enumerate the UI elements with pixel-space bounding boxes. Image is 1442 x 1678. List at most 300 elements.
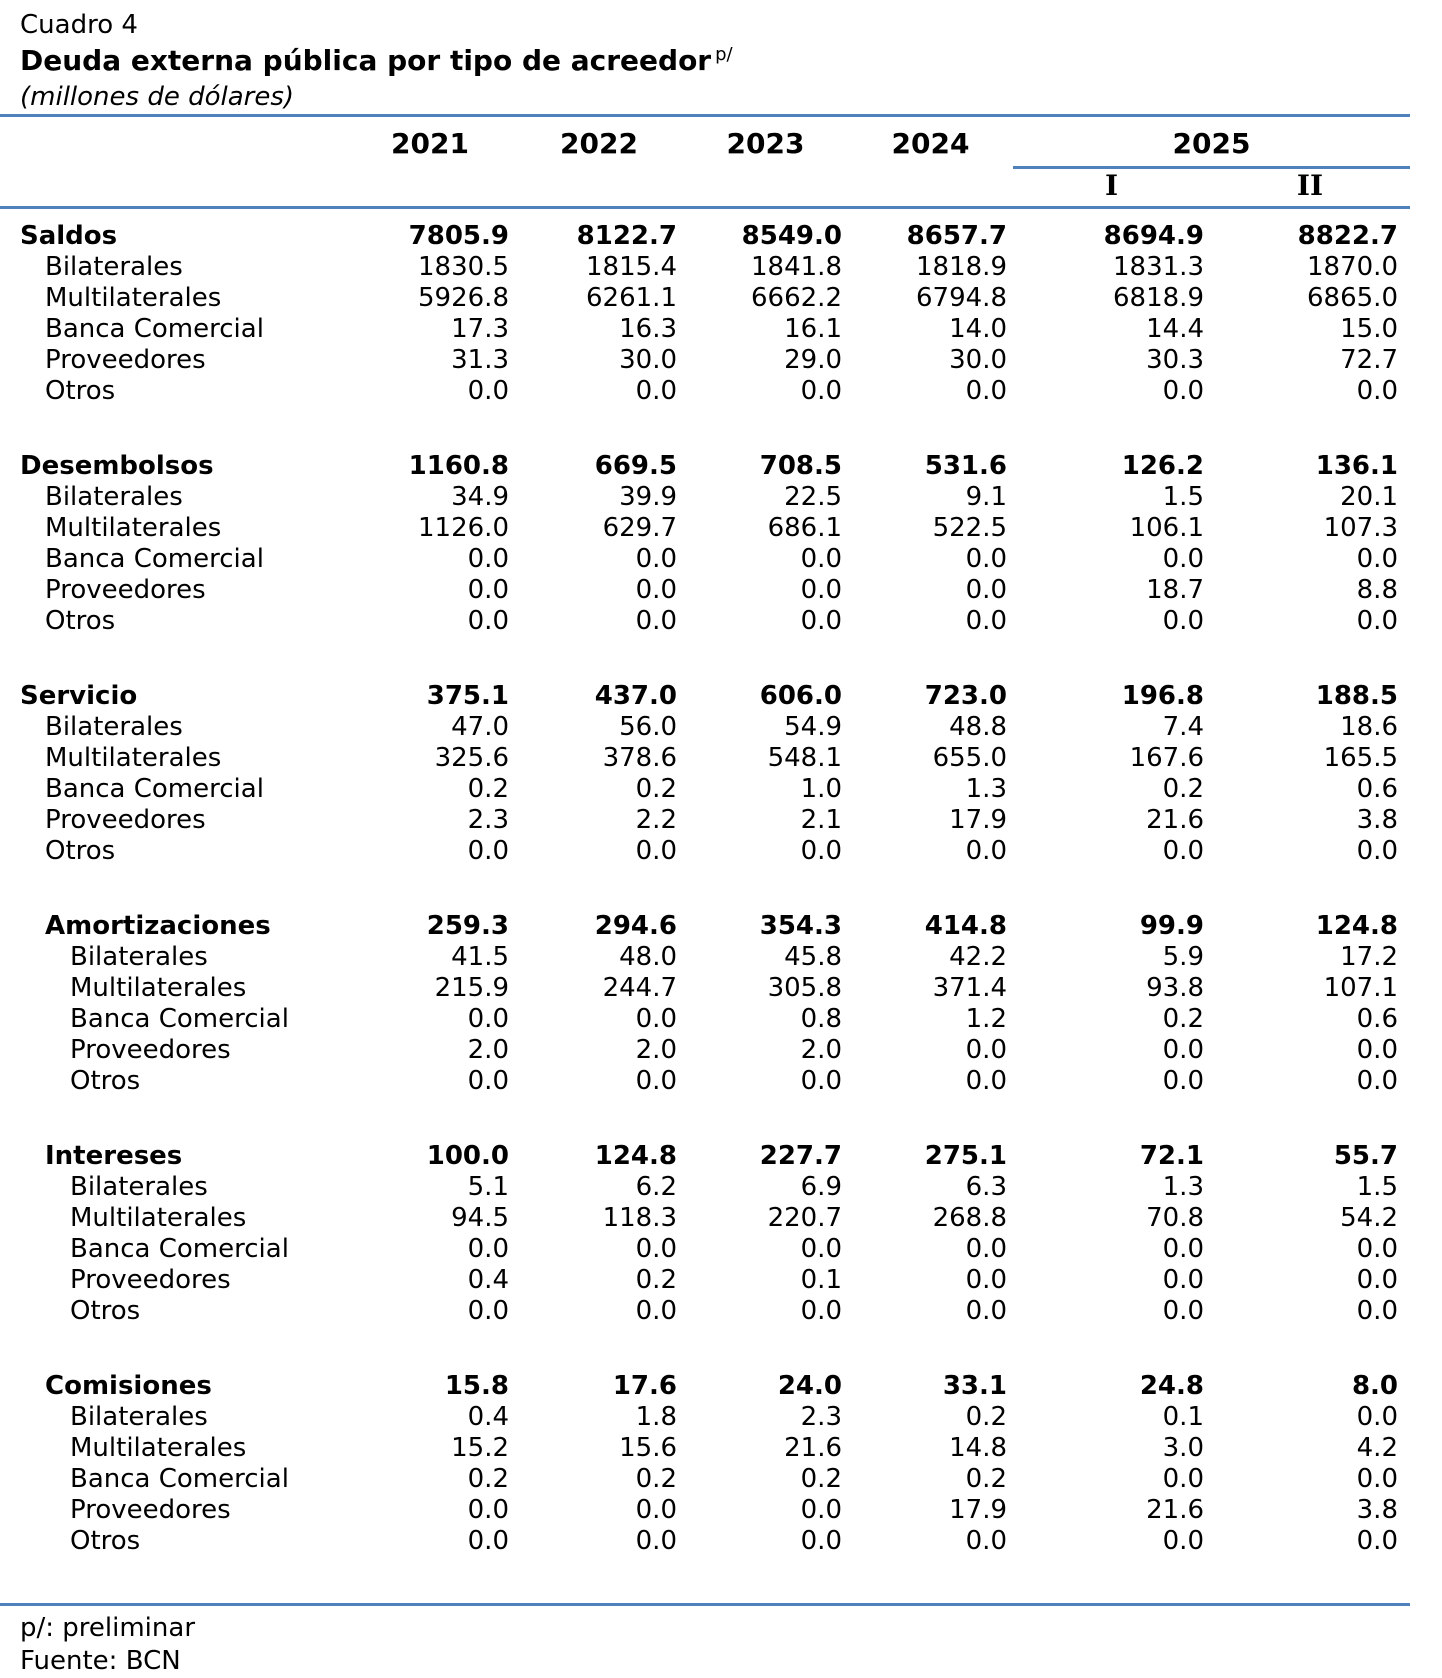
value-cell: 629.7 bbox=[602, 513, 677, 543]
value-cell: 0.4 bbox=[467, 1265, 509, 1295]
value-cell: 0.0 bbox=[635, 575, 677, 605]
value-cell: 606.0 bbox=[759, 681, 842, 711]
value-cell: 31.3 bbox=[451, 345, 509, 375]
value-cell: 531.6 bbox=[924, 451, 1007, 481]
table-row bbox=[0, 774, 1410, 805]
value-cell: 1.2 bbox=[965, 1004, 1007, 1034]
section-label: Saldos bbox=[20, 221, 118, 251]
value-cell: 0.2 bbox=[467, 1464, 509, 1494]
section-header-row bbox=[0, 1371, 1410, 1402]
year-group-2025: 2025 bbox=[1013, 117, 1410, 169]
value-cell: 136.1 bbox=[1315, 451, 1398, 481]
table-row bbox=[0, 345, 1410, 376]
value-cell: 0.2 bbox=[467, 774, 509, 804]
value-cell: 0.0 bbox=[635, 1234, 677, 1264]
year-cell-2021: 2021 bbox=[391, 127, 469, 160]
value-cell: 1126.0 bbox=[418, 513, 509, 543]
value-cell: 18.7 bbox=[1146, 575, 1204, 605]
table-row bbox=[0, 1464, 1410, 1495]
value-cell: 0.6 bbox=[1356, 774, 1398, 804]
value-cell: 47.0 bbox=[451, 712, 509, 742]
value-cell: 1.3 bbox=[965, 774, 1007, 804]
value-cell: 6662.2 bbox=[751, 283, 842, 313]
value-cell: 0.0 bbox=[467, 1234, 509, 1264]
value-cell: 0.0 bbox=[467, 1004, 509, 1034]
subcol-I: I bbox=[1104, 169, 1119, 202]
page-title-text: Deuda externa pública por tipo de acreedor bbox=[20, 44, 712, 77]
value-cell: 107.3 bbox=[1323, 513, 1398, 543]
value-cell: 54.9 bbox=[784, 712, 842, 742]
value-cell: 0.0 bbox=[800, 1234, 842, 1264]
footer bbox=[0, 1606, 1410, 1678]
value-cell: 1160.8 bbox=[408, 451, 509, 481]
value-cell: 2.0 bbox=[800, 1035, 842, 1065]
value-cell: 0.0 bbox=[800, 836, 842, 866]
value-cell: 17.9 bbox=[949, 805, 1007, 835]
value-cell: 0.0 bbox=[965, 1035, 1007, 1065]
value-cell: 5.1 bbox=[467, 1172, 509, 1202]
value-cell: 0.0 bbox=[800, 544, 842, 574]
value-cell: 0.0 bbox=[635, 606, 677, 636]
value-cell: 0.8 bbox=[800, 1004, 842, 1034]
table-row bbox=[0, 1035, 1410, 1066]
value-cell: 39.9 bbox=[619, 482, 677, 512]
table-section bbox=[0, 911, 1410, 1097]
value-cell: 215.9 bbox=[434, 973, 509, 1003]
value-cell: 17.6 bbox=[612, 1371, 677, 1401]
value-cell: 6865.0 bbox=[1307, 283, 1398, 313]
value-cell: 2.0 bbox=[467, 1035, 509, 1065]
value-cell: 17.9 bbox=[949, 1495, 1007, 1525]
value-cell: 15.2 bbox=[451, 1433, 509, 1463]
value-cell: 0.0 bbox=[467, 544, 509, 574]
value-cell: 1.0 bbox=[800, 774, 842, 804]
row-label: Proveedores bbox=[45, 575, 206, 605]
value-cell: 16.3 bbox=[619, 314, 677, 344]
value-cell: 0.0 bbox=[965, 575, 1007, 605]
table-row bbox=[0, 544, 1410, 575]
value-cell: 0.0 bbox=[635, 376, 677, 406]
value-cell: 30.0 bbox=[949, 345, 1007, 375]
section-label: Amortizaciones bbox=[45, 911, 271, 941]
value-cell: 325.6 bbox=[434, 743, 509, 773]
value-cell: 1841.8 bbox=[751, 252, 842, 282]
value-cell: 6818.9 bbox=[1113, 283, 1204, 313]
value-cell: 0.0 bbox=[467, 575, 509, 605]
value-cell: 378.6 bbox=[602, 743, 677, 773]
value-cell: 723.0 bbox=[924, 681, 1007, 711]
value-cell: 0.0 bbox=[965, 1265, 1007, 1295]
value-cell: 0.0 bbox=[1162, 1296, 1204, 1326]
value-cell: 21.6 bbox=[784, 1433, 842, 1463]
subcol-II: II bbox=[1296, 169, 1324, 202]
value-cell: 0.0 bbox=[965, 836, 1007, 866]
value-cell: 686.1 bbox=[767, 513, 842, 543]
value-cell: 708.5 bbox=[759, 451, 842, 481]
value-cell: 0.2 bbox=[635, 774, 677, 804]
value-cell: 15.0 bbox=[1340, 314, 1398, 344]
value-cell: 8657.7 bbox=[906, 221, 1007, 251]
value-cell: 244.7 bbox=[602, 973, 677, 1003]
value-cell: 0.0 bbox=[635, 1526, 677, 1556]
value-cell: 0.0 bbox=[1356, 1526, 1398, 1556]
value-cell: 268.8 bbox=[932, 1203, 1007, 1233]
value-cell: 371.4 bbox=[932, 973, 1007, 1003]
row-label: Proveedores bbox=[45, 805, 206, 835]
value-cell: 93.8 bbox=[1146, 973, 1204, 1003]
table-row bbox=[0, 482, 1410, 513]
value-cell: 8.8 bbox=[1356, 575, 1398, 605]
value-cell: 30.3 bbox=[1146, 345, 1204, 375]
table-row bbox=[0, 376, 1410, 407]
value-cell: 41.5 bbox=[451, 942, 509, 972]
table-row bbox=[0, 1526, 1410, 1557]
year-cell-2023: 2023 bbox=[726, 127, 805, 160]
table bbox=[0, 117, 1410, 1678]
value-cell: 0.0 bbox=[1356, 1464, 1398, 1494]
table-section bbox=[0, 681, 1410, 867]
table-row bbox=[0, 1495, 1410, 1526]
row-label: Bilaterales bbox=[70, 1402, 208, 1432]
header-spacer bbox=[0, 169, 1013, 207]
value-cell: 20.1 bbox=[1340, 482, 1398, 512]
value-cell: 0.0 bbox=[1356, 836, 1398, 866]
value-cell: 94.5 bbox=[451, 1203, 509, 1233]
title-superscript: p/ bbox=[715, 43, 733, 65]
row-label: Otros bbox=[45, 606, 116, 636]
value-cell: 0.0 bbox=[965, 544, 1007, 574]
row-label: Proveedores bbox=[45, 345, 206, 375]
value-cell: 0.0 bbox=[1162, 1035, 1204, 1065]
value-cell: 0.0 bbox=[635, 1004, 677, 1034]
value-cell: 0.0 bbox=[800, 1526, 842, 1556]
value-cell: 16.1 bbox=[784, 314, 842, 344]
value-cell: 0.0 bbox=[1162, 1066, 1204, 1096]
value-cell: 0.0 bbox=[635, 1296, 677, 1326]
value-cell: 48.8 bbox=[949, 712, 1007, 742]
value-cell: 14.4 bbox=[1146, 314, 1204, 344]
value-cell: 375.1 bbox=[426, 681, 509, 711]
value-cell: 0.0 bbox=[635, 1495, 677, 1525]
value-cell: 1830.5 bbox=[418, 252, 509, 282]
value-cell: 0.0 bbox=[1162, 606, 1204, 636]
table-row bbox=[0, 836, 1410, 867]
table-row bbox=[0, 712, 1410, 743]
value-cell: 118.3 bbox=[602, 1203, 677, 1233]
value-cell: 55.7 bbox=[1333, 1141, 1398, 1171]
value-cell: 0.0 bbox=[800, 606, 842, 636]
value-cell: 669.5 bbox=[594, 451, 677, 481]
value-cell: 6.9 bbox=[800, 1172, 842, 1202]
year-cell-2022: 2022 bbox=[560, 127, 638, 160]
value-cell: 21.6 bbox=[1146, 805, 1204, 835]
section-label: Intereses bbox=[45, 1141, 183, 1171]
title-block bbox=[0, 8, 1442, 114]
row-label: Bilaterales bbox=[45, 252, 183, 282]
value-cell: 24.0 bbox=[777, 1371, 842, 1401]
value-cell: 30.0 bbox=[619, 345, 677, 375]
value-cell: 220.7 bbox=[767, 1203, 842, 1233]
row-label: Otros bbox=[45, 376, 116, 406]
table-row bbox=[0, 606, 1410, 637]
value-cell: 0.0 bbox=[965, 1234, 1007, 1264]
year-header-row bbox=[0, 117, 1410, 169]
value-cell: 548.1 bbox=[767, 743, 842, 773]
value-cell: 0.0 bbox=[467, 1066, 509, 1096]
value-cell: 0.6 bbox=[1356, 1004, 1398, 1034]
value-cell: 0.2 bbox=[965, 1464, 1007, 1494]
footnote: p/: preliminar bbox=[20, 1613, 196, 1643]
table-section bbox=[0, 451, 1410, 637]
value-cell: 0.0 bbox=[1356, 1296, 1398, 1326]
row-label: Banca Comercial bbox=[45, 774, 264, 804]
value-cell: 5.9 bbox=[1162, 942, 1204, 972]
row-label: Proveedores bbox=[70, 1495, 231, 1525]
value-cell: 48.0 bbox=[619, 942, 677, 972]
table-row bbox=[0, 743, 1410, 774]
value-cell: 0.0 bbox=[1356, 544, 1398, 574]
value-cell: 188.5 bbox=[1315, 681, 1398, 711]
table-body bbox=[0, 209, 1410, 1557]
value-cell: 70.8 bbox=[1146, 1203, 1204, 1233]
row-label: Multilaterales bbox=[70, 973, 247, 1003]
row-label: Otros bbox=[70, 1066, 141, 1096]
value-cell: 0.0 bbox=[965, 1526, 1007, 1556]
value-cell: 0.0 bbox=[1162, 1526, 1204, 1556]
value-cell: 0.0 bbox=[800, 575, 842, 605]
value-cell: 15.6 bbox=[619, 1433, 677, 1463]
value-cell: 0.0 bbox=[467, 1526, 509, 1556]
value-cell: 0.2 bbox=[1162, 1004, 1204, 1034]
value-cell: 275.1 bbox=[924, 1141, 1007, 1171]
row-label: Multilaterales bbox=[45, 513, 222, 543]
section-label: Servicio bbox=[20, 681, 138, 711]
value-cell: 0.2 bbox=[635, 1464, 677, 1494]
value-cell: 7.4 bbox=[1162, 712, 1204, 742]
value-cell: 0.0 bbox=[965, 1066, 1007, 1096]
value-cell: 354.3 bbox=[759, 911, 842, 941]
value-cell: 0.0 bbox=[800, 376, 842, 406]
value-cell: 0.1 bbox=[800, 1265, 842, 1295]
value-cell: 45.8 bbox=[784, 942, 842, 972]
value-cell: 0.0 bbox=[1162, 1265, 1204, 1295]
value-cell: 1.3 bbox=[1162, 1172, 1204, 1202]
value-cell: 6261.1 bbox=[586, 283, 677, 313]
value-cell: 259.3 bbox=[426, 911, 509, 941]
section-label: Desembolsos bbox=[20, 451, 214, 481]
value-cell: 0.0 bbox=[635, 836, 677, 866]
header-spacer bbox=[0, 117, 345, 169]
row-label: Bilaterales bbox=[70, 942, 208, 972]
value-cell: 0.0 bbox=[965, 376, 1007, 406]
value-cell: 124.8 bbox=[594, 1141, 677, 1171]
table-row bbox=[0, 1296, 1410, 1327]
value-cell: 0.2 bbox=[635, 1265, 677, 1295]
section-header-row bbox=[0, 1141, 1410, 1172]
row-label: Multilaterales bbox=[70, 1203, 247, 1233]
page-title bbox=[20, 42, 1442, 80]
value-cell: 0.0 bbox=[1356, 1066, 1398, 1096]
value-cell: 0.0 bbox=[800, 1066, 842, 1096]
value-cell: 17.2 bbox=[1340, 942, 1398, 972]
value-cell: 9.1 bbox=[965, 482, 1007, 512]
row-label: Bilaterales bbox=[45, 482, 183, 512]
value-cell: 305.8 bbox=[767, 973, 842, 1003]
value-cell: 34.9 bbox=[451, 482, 509, 512]
table-row bbox=[0, 973, 1410, 1004]
value-cell: 0.0 bbox=[467, 836, 509, 866]
row-label: Otros bbox=[45, 836, 116, 866]
value-cell: 124.8 bbox=[1315, 911, 1398, 941]
value-cell: 3.8 bbox=[1356, 1495, 1398, 1525]
value-cell: 106.1 bbox=[1129, 513, 1204, 543]
row-label: Banca Comercial bbox=[45, 314, 264, 344]
value-cell: 21.6 bbox=[1146, 1495, 1204, 1525]
table-row bbox=[0, 252, 1410, 283]
row-label: Banca Comercial bbox=[70, 1464, 289, 1494]
value-cell: 1.8 bbox=[635, 1402, 677, 1432]
value-cell: 2.3 bbox=[467, 805, 509, 835]
table-row bbox=[0, 1234, 1410, 1265]
value-cell: 54.2 bbox=[1340, 1203, 1398, 1233]
value-cell: 0.0 bbox=[965, 1296, 1007, 1326]
row-label: Banca Comercial bbox=[45, 544, 264, 574]
value-cell: 0.0 bbox=[1356, 1265, 1398, 1295]
row-label: Banca Comercial bbox=[70, 1234, 289, 1264]
section-header-row bbox=[0, 681, 1410, 712]
table-row bbox=[0, 575, 1410, 606]
value-cell: 126.2 bbox=[1121, 451, 1204, 481]
value-cell: 6.2 bbox=[635, 1172, 677, 1202]
value-cell: 5926.8 bbox=[418, 283, 509, 313]
row-label: Multilaterales bbox=[70, 1433, 247, 1463]
value-cell: 414.8 bbox=[924, 911, 1007, 941]
value-cell: 24.8 bbox=[1139, 1371, 1204, 1401]
value-cell: 18.6 bbox=[1340, 712, 1398, 742]
row-label: Proveedores bbox=[70, 1035, 231, 1065]
value-cell: 0.0 bbox=[800, 1495, 842, 1525]
value-cell: 0.0 bbox=[1162, 376, 1204, 406]
value-cell: 0.4 bbox=[467, 1402, 509, 1432]
page-subtitle: (millones de dólares) bbox=[20, 82, 295, 112]
value-cell: 72.7 bbox=[1340, 345, 1398, 375]
table-row bbox=[0, 1172, 1410, 1203]
value-cell: 2.1 bbox=[800, 805, 842, 835]
value-cell: 15.8 bbox=[444, 1371, 509, 1401]
row-label: Multilaterales bbox=[45, 743, 222, 773]
value-cell: 8822.7 bbox=[1297, 221, 1398, 251]
value-cell: 655.0 bbox=[932, 743, 1007, 773]
section-header-row bbox=[0, 911, 1410, 942]
table-section bbox=[0, 221, 1410, 407]
value-cell: 3.8 bbox=[1356, 805, 1398, 835]
value-cell: 0.0 bbox=[1356, 1402, 1398, 1432]
table-row bbox=[0, 1265, 1410, 1296]
value-cell: 0.0 bbox=[1356, 1035, 1398, 1065]
value-cell: 0.0 bbox=[467, 1296, 509, 1326]
value-cell: 0.0 bbox=[635, 544, 677, 574]
table-row bbox=[0, 283, 1410, 314]
value-cell: 8.0 bbox=[1351, 1371, 1398, 1401]
value-cell: 1870.0 bbox=[1307, 252, 1398, 282]
value-cell: 0.2 bbox=[1162, 774, 1204, 804]
table-row bbox=[0, 314, 1410, 345]
value-cell: 0.0 bbox=[467, 1495, 509, 1525]
value-cell: 0.1 bbox=[1162, 1402, 1204, 1432]
value-cell: 0.0 bbox=[1162, 1464, 1204, 1494]
row-label: Bilaterales bbox=[70, 1172, 208, 1202]
table-section bbox=[0, 1371, 1410, 1557]
value-cell: 522.5 bbox=[932, 513, 1007, 543]
value-cell: 1.5 bbox=[1356, 1172, 1398, 1202]
value-cell: 196.8 bbox=[1121, 681, 1204, 711]
value-cell: 0.0 bbox=[1356, 606, 1398, 636]
value-cell: 0.2 bbox=[965, 1402, 1007, 1432]
value-cell: 227.7 bbox=[759, 1141, 842, 1171]
value-cell: 14.0 bbox=[949, 314, 1007, 344]
value-cell: 0.0 bbox=[1356, 376, 1398, 406]
row-label: Otros bbox=[70, 1526, 141, 1556]
value-cell: 107.1 bbox=[1323, 973, 1398, 1003]
value-cell: 33.1 bbox=[942, 1371, 1007, 1401]
value-cell: 99.9 bbox=[1139, 911, 1204, 941]
value-cell: 4.2 bbox=[1356, 1433, 1398, 1463]
value-cell: 294.6 bbox=[594, 911, 677, 941]
table-row bbox=[0, 1066, 1410, 1097]
value-cell: 1818.9 bbox=[916, 252, 1007, 282]
value-cell: 22.5 bbox=[784, 482, 842, 512]
table-row bbox=[0, 1203, 1410, 1234]
source-note: Fuente: BCN bbox=[20, 1646, 181, 1676]
value-cell: 437.0 bbox=[594, 681, 677, 711]
value-cell: 0.0 bbox=[800, 1296, 842, 1326]
value-cell: 1.5 bbox=[1162, 482, 1204, 512]
value-cell: 0.0 bbox=[467, 376, 509, 406]
value-cell: 8694.9 bbox=[1103, 221, 1204, 251]
value-cell: 100.0 bbox=[426, 1141, 509, 1171]
value-cell: 6794.8 bbox=[916, 283, 1007, 313]
value-cell: 0.0 bbox=[1162, 544, 1204, 574]
value-cell: 0.2 bbox=[800, 1464, 842, 1494]
table-row bbox=[0, 1004, 1410, 1035]
value-cell: 0.0 bbox=[467, 606, 509, 636]
value-cell: 6.3 bbox=[965, 1172, 1007, 1202]
value-cell: 0.0 bbox=[635, 1066, 677, 1096]
row-label: Multilaterales bbox=[45, 283, 222, 313]
year-cell-2024: 2024 bbox=[891, 127, 970, 160]
table-row bbox=[0, 1402, 1410, 1433]
value-cell: 2.0 bbox=[635, 1035, 677, 1065]
value-cell: 0.0 bbox=[1162, 836, 1204, 866]
value-cell: 2.3 bbox=[800, 1402, 842, 1432]
value-cell: 7805.9 bbox=[408, 221, 509, 251]
value-cell: 167.6 bbox=[1129, 743, 1204, 773]
table-row bbox=[0, 513, 1410, 544]
value-cell: 3.0 bbox=[1162, 1433, 1204, 1463]
quarter-header-row bbox=[0, 169, 1410, 206]
table-section bbox=[0, 1141, 1410, 1327]
table-row bbox=[0, 1433, 1410, 1464]
value-cell: 0.0 bbox=[965, 606, 1007, 636]
table-row bbox=[0, 942, 1410, 973]
value-cell: 0.0 bbox=[1356, 1234, 1398, 1264]
value-cell: 29.0 bbox=[784, 345, 842, 375]
value-cell: 8122.7 bbox=[576, 221, 677, 251]
value-cell: 72.1 bbox=[1139, 1141, 1204, 1171]
value-cell: 1831.3 bbox=[1113, 252, 1204, 282]
value-cell: 42.2 bbox=[949, 942, 1007, 972]
value-cell: 17.3 bbox=[451, 314, 509, 344]
